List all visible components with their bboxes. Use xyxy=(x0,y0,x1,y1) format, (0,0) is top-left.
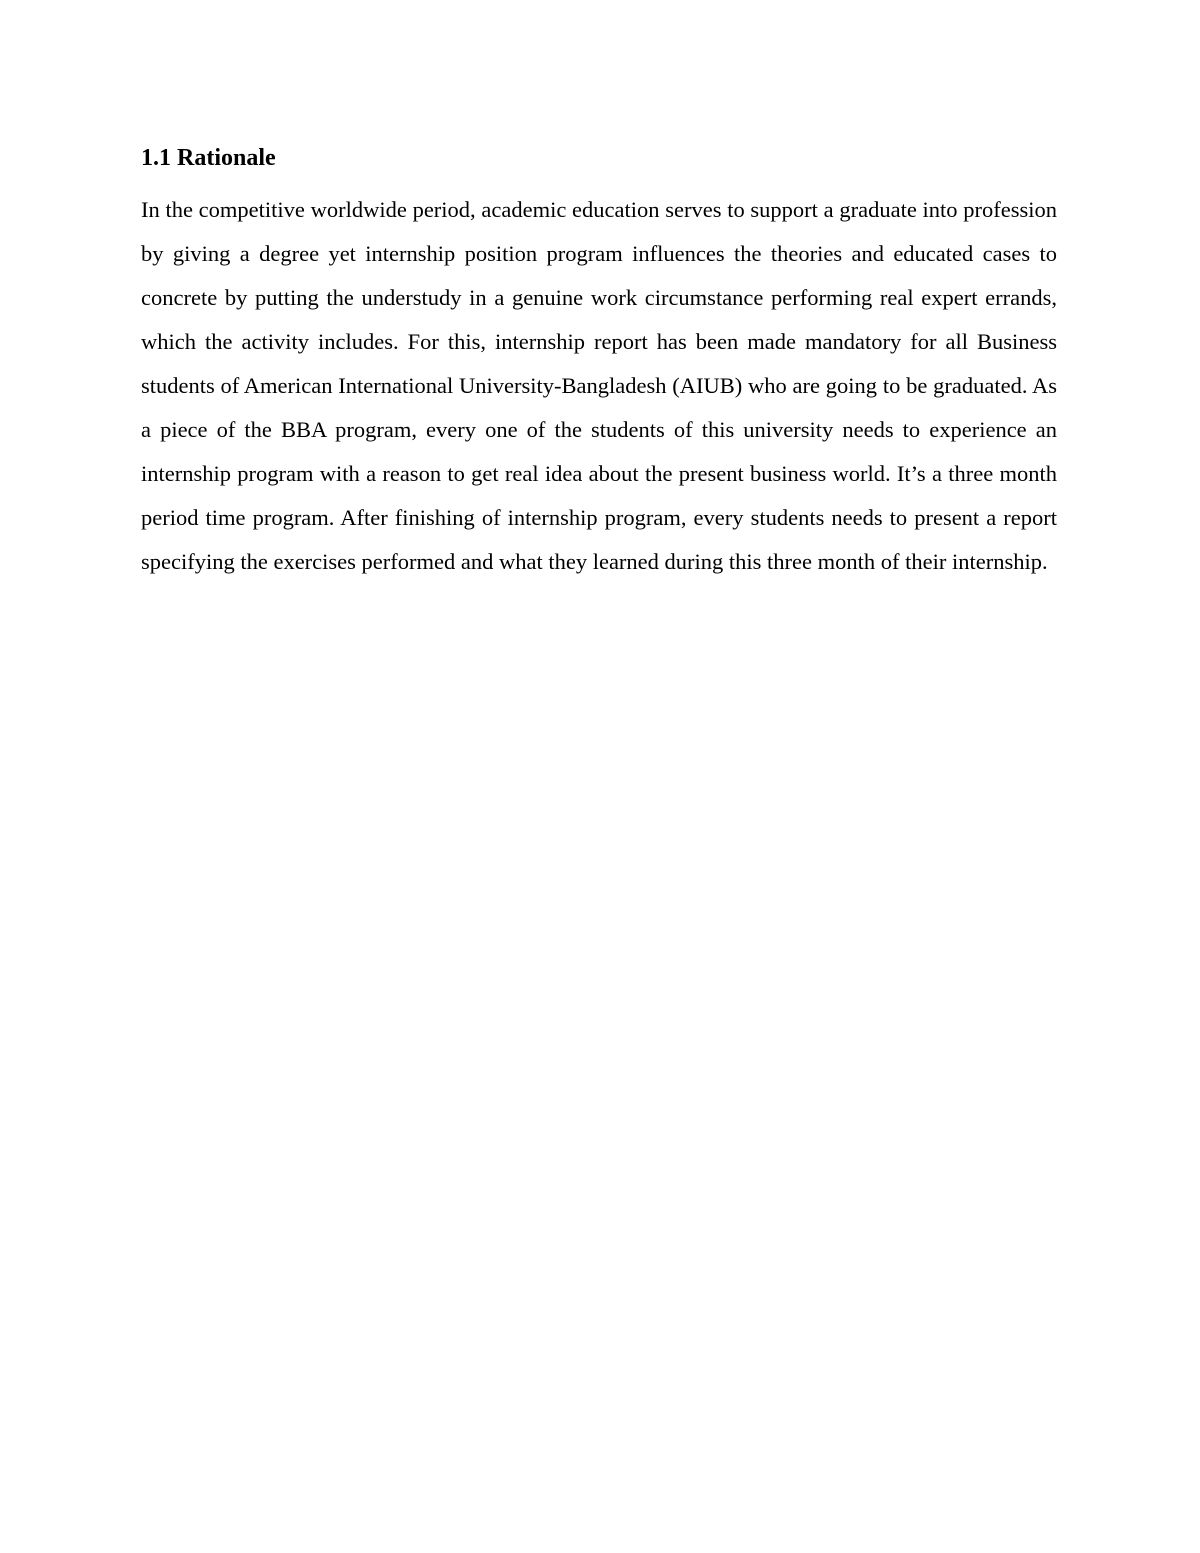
section-paragraph: In the competitive worldwide period, academic education serves to support a graduate into profession by giving a degree yet internship position program influences the theories and educated cases to concrete by putting the understudy in a genuine work circumstance performing real expert errands, which the activity includes. For this, internship report has been made mandatory for all Business students of American International University-Bangladesh (AIUB) who are going to be graduated. As a piece of the BBA program, every one of the students of this university needs to experience an internship program with a reason to get real idea about the present business world. It’s a three month period time program. After finishing of internship program, every students needs to present a report specifying the exercises performed and what they learned during this three month of their internship. xyxy=(141,197,1057,574)
section-heading: 1.1 Rationale xyxy=(141,145,276,171)
section-rationale xyxy=(141,140,1057,584)
